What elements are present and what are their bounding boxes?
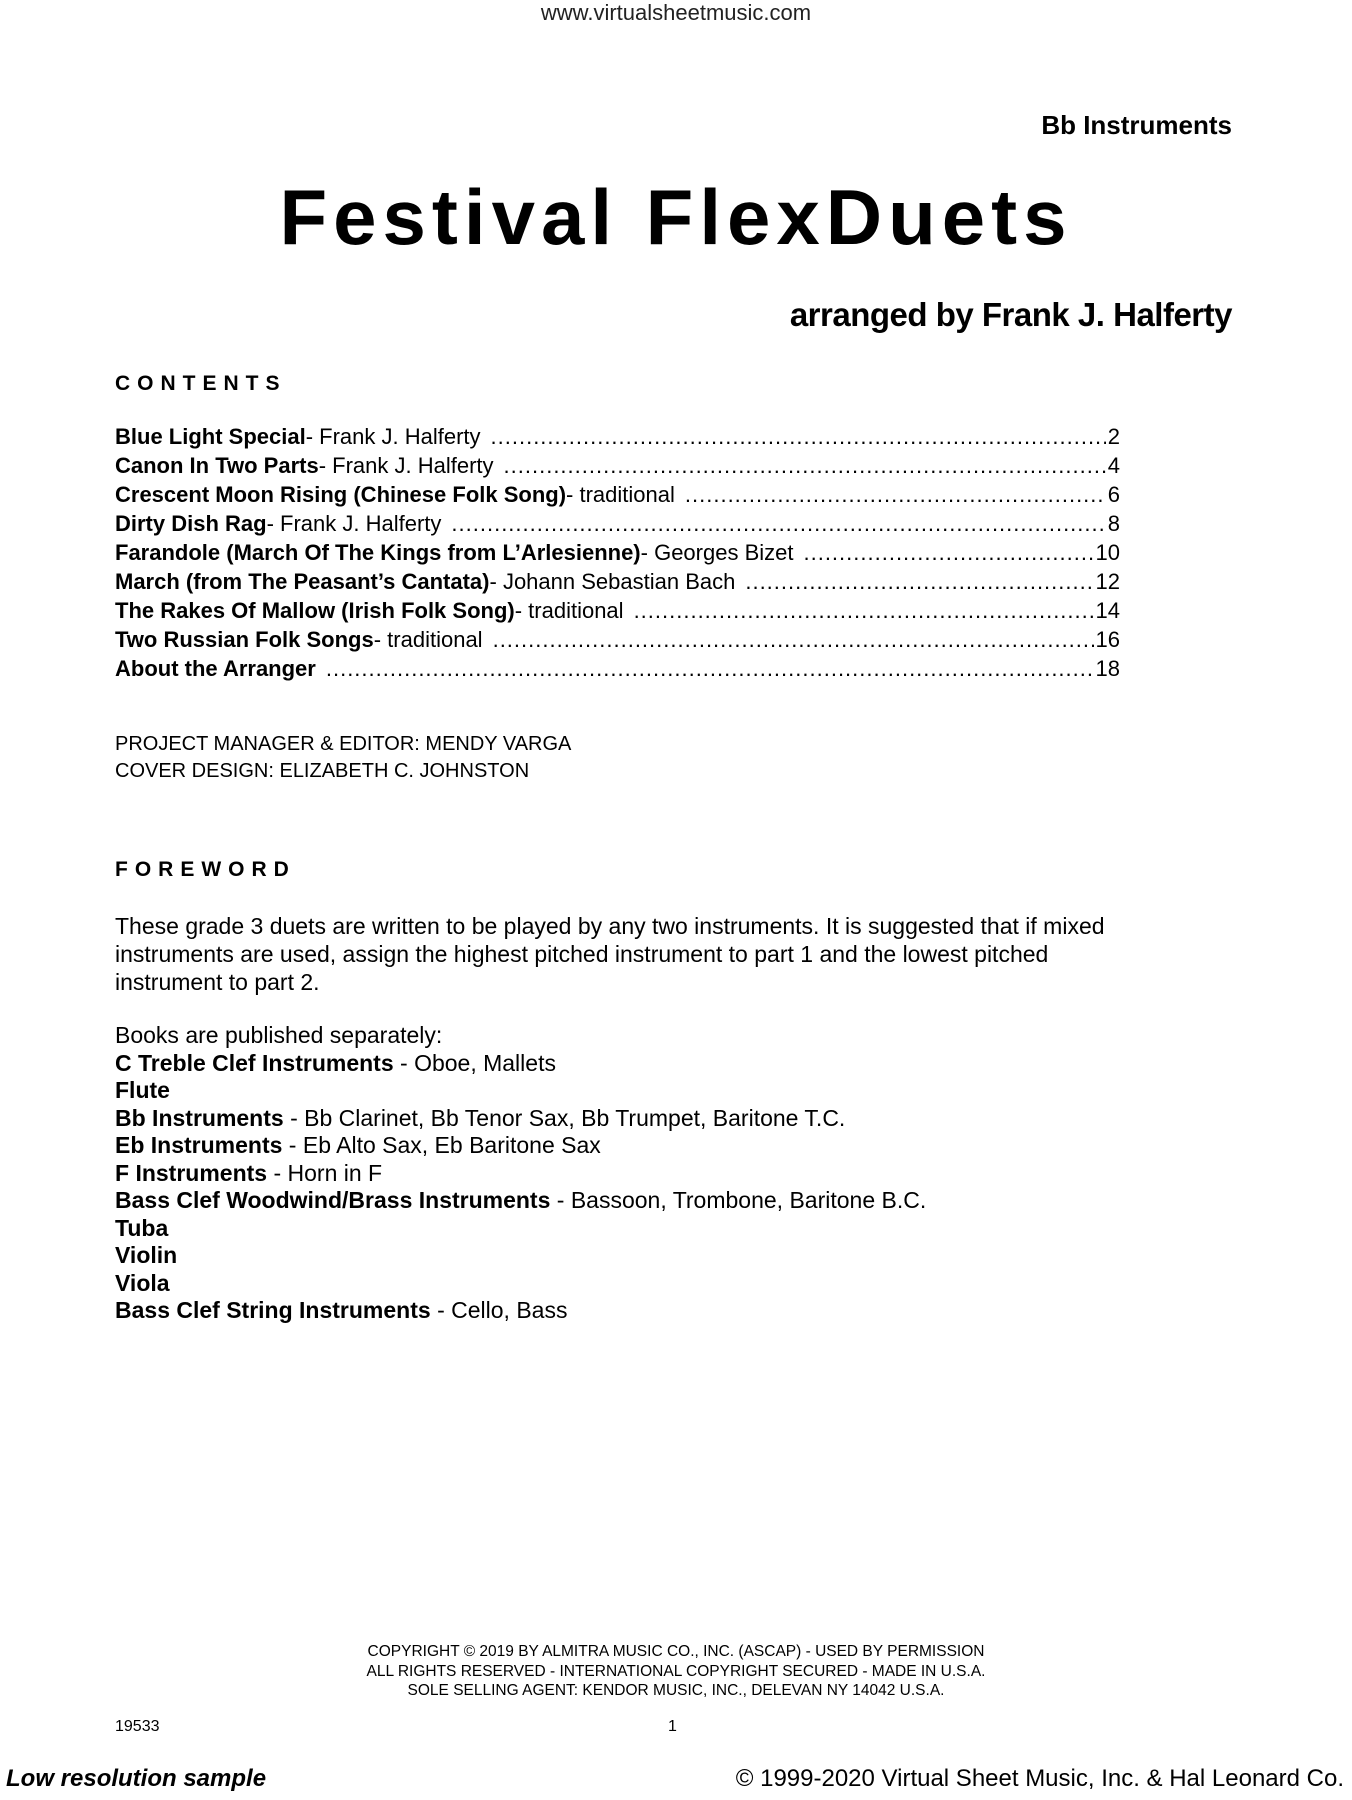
book-name: Flute <box>115 1077 170 1103</box>
toc-author: - Georges Bizet <box>640 540 794 565</box>
site-url: www.virtualsheetmusic.com <box>540 0 812 25</box>
toc-entry[interactable] <box>115 540 1120 569</box>
toc-leader <box>493 627 1094 653</box>
book-name: C Treble Clef Instruments <box>115 1049 394 1076</box>
toc-entry[interactable] <box>115 598 1120 627</box>
book-detail: - Bassoon, Trombone, Baritone B.C. <box>550 1187 927 1213</box>
toc-author: - Frank J. Halferty <box>305 424 481 449</box>
book-item <box>115 1270 926 1298</box>
book-name: Tuba <box>115 1214 169 1241</box>
book-detail: - Eb Alto Sax, Eb Baritone Sax <box>282 1132 601 1158</box>
contents-heading: CONTENTS <box>115 372 287 395</box>
book-name: Eb Instruments <box>115 1132 283 1158</box>
toc-entry[interactable] <box>115 424 1120 453</box>
toc-entry[interactable] <box>115 453 1120 482</box>
toc-leader <box>745 569 1093 595</box>
foreword-text: These grade 3 duets are written to be played by any two instruments. It is suggested that if mixed instruments are used, assign the highest pitched instrument to part 1 and the lowest pitched instrument to part 2. <box>115 913 1105 995</box>
toc-title: March (from The Peasant’s Cantata) <box>115 569 490 594</box>
toc-entry[interactable] <box>115 511 1120 540</box>
low-res-notice: Low resolution sample <box>6 1765 267 1792</box>
toc-title: About the Arranger <box>115 656 316 681</box>
book-item <box>115 1242 926 1270</box>
book-name: F Instruments <box>115 1159 268 1186</box>
cover-credit: COVER DESIGN: ELIZABETH C. JOHNSTON <box>115 760 530 782</box>
toc-title: Crescent Moon Rising (Chinese Folk Song) <box>115 482 567 507</box>
toc-page: 6 <box>1107 482 1120 507</box>
book-item <box>115 1077 926 1105</box>
toc-title: Farandole (March Of The Kings from L’Arlesienne) <box>115 540 641 565</box>
instrument-label: Bb Instruments <box>1041 110 1232 140</box>
toc-title: The Rakes Of Mallow (Irish Folk Song) <box>115 598 515 623</box>
books-list <box>115 1022 926 1325</box>
catalog-number: 19533 <box>115 1718 160 1735</box>
toc-entry[interactable] <box>115 482 1120 511</box>
toc-page: 2 <box>1107 424 1120 449</box>
book-item <box>115 1132 926 1160</box>
toc-author: - traditional <box>514 598 624 623</box>
toc-author: - traditional <box>373 627 483 652</box>
toc-author: - Frank J. Halferty <box>318 453 494 478</box>
book-item <box>115 1297 926 1325</box>
toc-leader <box>685 482 1106 508</box>
toc-title: Dirty Dish Rag <box>115 511 267 536</box>
toc-entry[interactable] <box>115 627 1120 656</box>
page-number: 1 <box>668 1718 677 1735</box>
vsm-copyright: © 1999-2020 Virtual Sheet Music, Inc. & Hal Leonard Co. <box>735 1765 1344 1792</box>
toc-title: Blue Light Special <box>115 424 306 449</box>
editor-credit: PROJECT MANAGER & EDITOR: MENDY VARGA <box>115 733 572 755</box>
toc-page: 10 <box>1095 540 1120 565</box>
foreword-heading: FOREWORD <box>115 858 296 881</box>
table-of-contents <box>115 424 1120 685</box>
book-name: Bass Clef Woodwind/Brass Instruments <box>115 1187 551 1213</box>
toc-page: 18 <box>1095 656 1120 681</box>
toc-title: Two Russian Folk Songs <box>115 627 374 652</box>
book-detail: - Cello, Bass <box>430 1297 568 1323</box>
toc-page: 8 <box>1107 511 1120 536</box>
toc-entry[interactable] <box>115 569 1120 598</box>
book-name: Violin <box>115 1242 178 1268</box>
copyright-line: COPYRIGHT © 2019 BY ALMITRA MUSIC CO., INC. (ASCAP) - USED BY PERMISSION <box>367 1643 985 1660</box>
toc-leader <box>634 598 1094 624</box>
arranger-credit: arranged by Frank J. Halferty <box>789 296 1232 333</box>
toc-page: 4 <box>1107 453 1120 478</box>
book-name: Bass Clef String Instruments <box>115 1297 431 1323</box>
toc-leader <box>326 656 1094 682</box>
toc-page: 12 <box>1095 569 1120 594</box>
toc-page: 14 <box>1095 598 1120 623</box>
book-item <box>115 1105 926 1133</box>
page-title: Festival FlexDuets <box>279 173 1073 261</box>
book-detail: - Oboe, Mallets <box>393 1049 556 1076</box>
toc-leader <box>803 540 1093 566</box>
toc-leader <box>491 424 1106 450</box>
toc-author: - traditional <box>566 482 675 507</box>
credits <box>115 731 571 785</box>
toc-author: - Frank J. Halferty <box>266 511 442 536</box>
copyright-line: ALL RIGHTS RESERVED - INTERNATIONAL COPYRIGHT SECURED - MADE IN U.S.A. <box>366 1662 986 1680</box>
toc-page: 16 <box>1095 627 1120 652</box>
book-item <box>115 1050 926 1078</box>
toc-author: - Johann Sebastian Bach <box>489 569 736 594</box>
toc-title: Canon In Two Parts <box>115 453 319 478</box>
copyright-notice <box>0 1642 1352 1701</box>
toc-leader <box>504 453 1106 479</box>
book-detail: - Bb Clarinet, Bb Tenor Sax, Bb Trumpet, Baritone T.C. <box>283 1104 846 1131</box>
book-detail: - Horn in F <box>267 1159 383 1186</box>
book-item <box>115 1215 926 1243</box>
book-item <box>115 1187 926 1215</box>
toc-leader <box>451 511 1105 537</box>
book-name: Bb Instruments <box>115 1104 284 1131</box>
books-intro: Books are published separately: <box>115 1022 443 1048</box>
toc-entry[interactable] <box>115 656 1120 685</box>
copyright-line: SOLE SELLING AGENT: KENDOR MUSIC, INC., DELEVAN NY 14042 U.S.A. <box>407 1682 945 1699</box>
book-item <box>115 1160 926 1188</box>
book-name: Viola <box>115 1269 170 1296</box>
